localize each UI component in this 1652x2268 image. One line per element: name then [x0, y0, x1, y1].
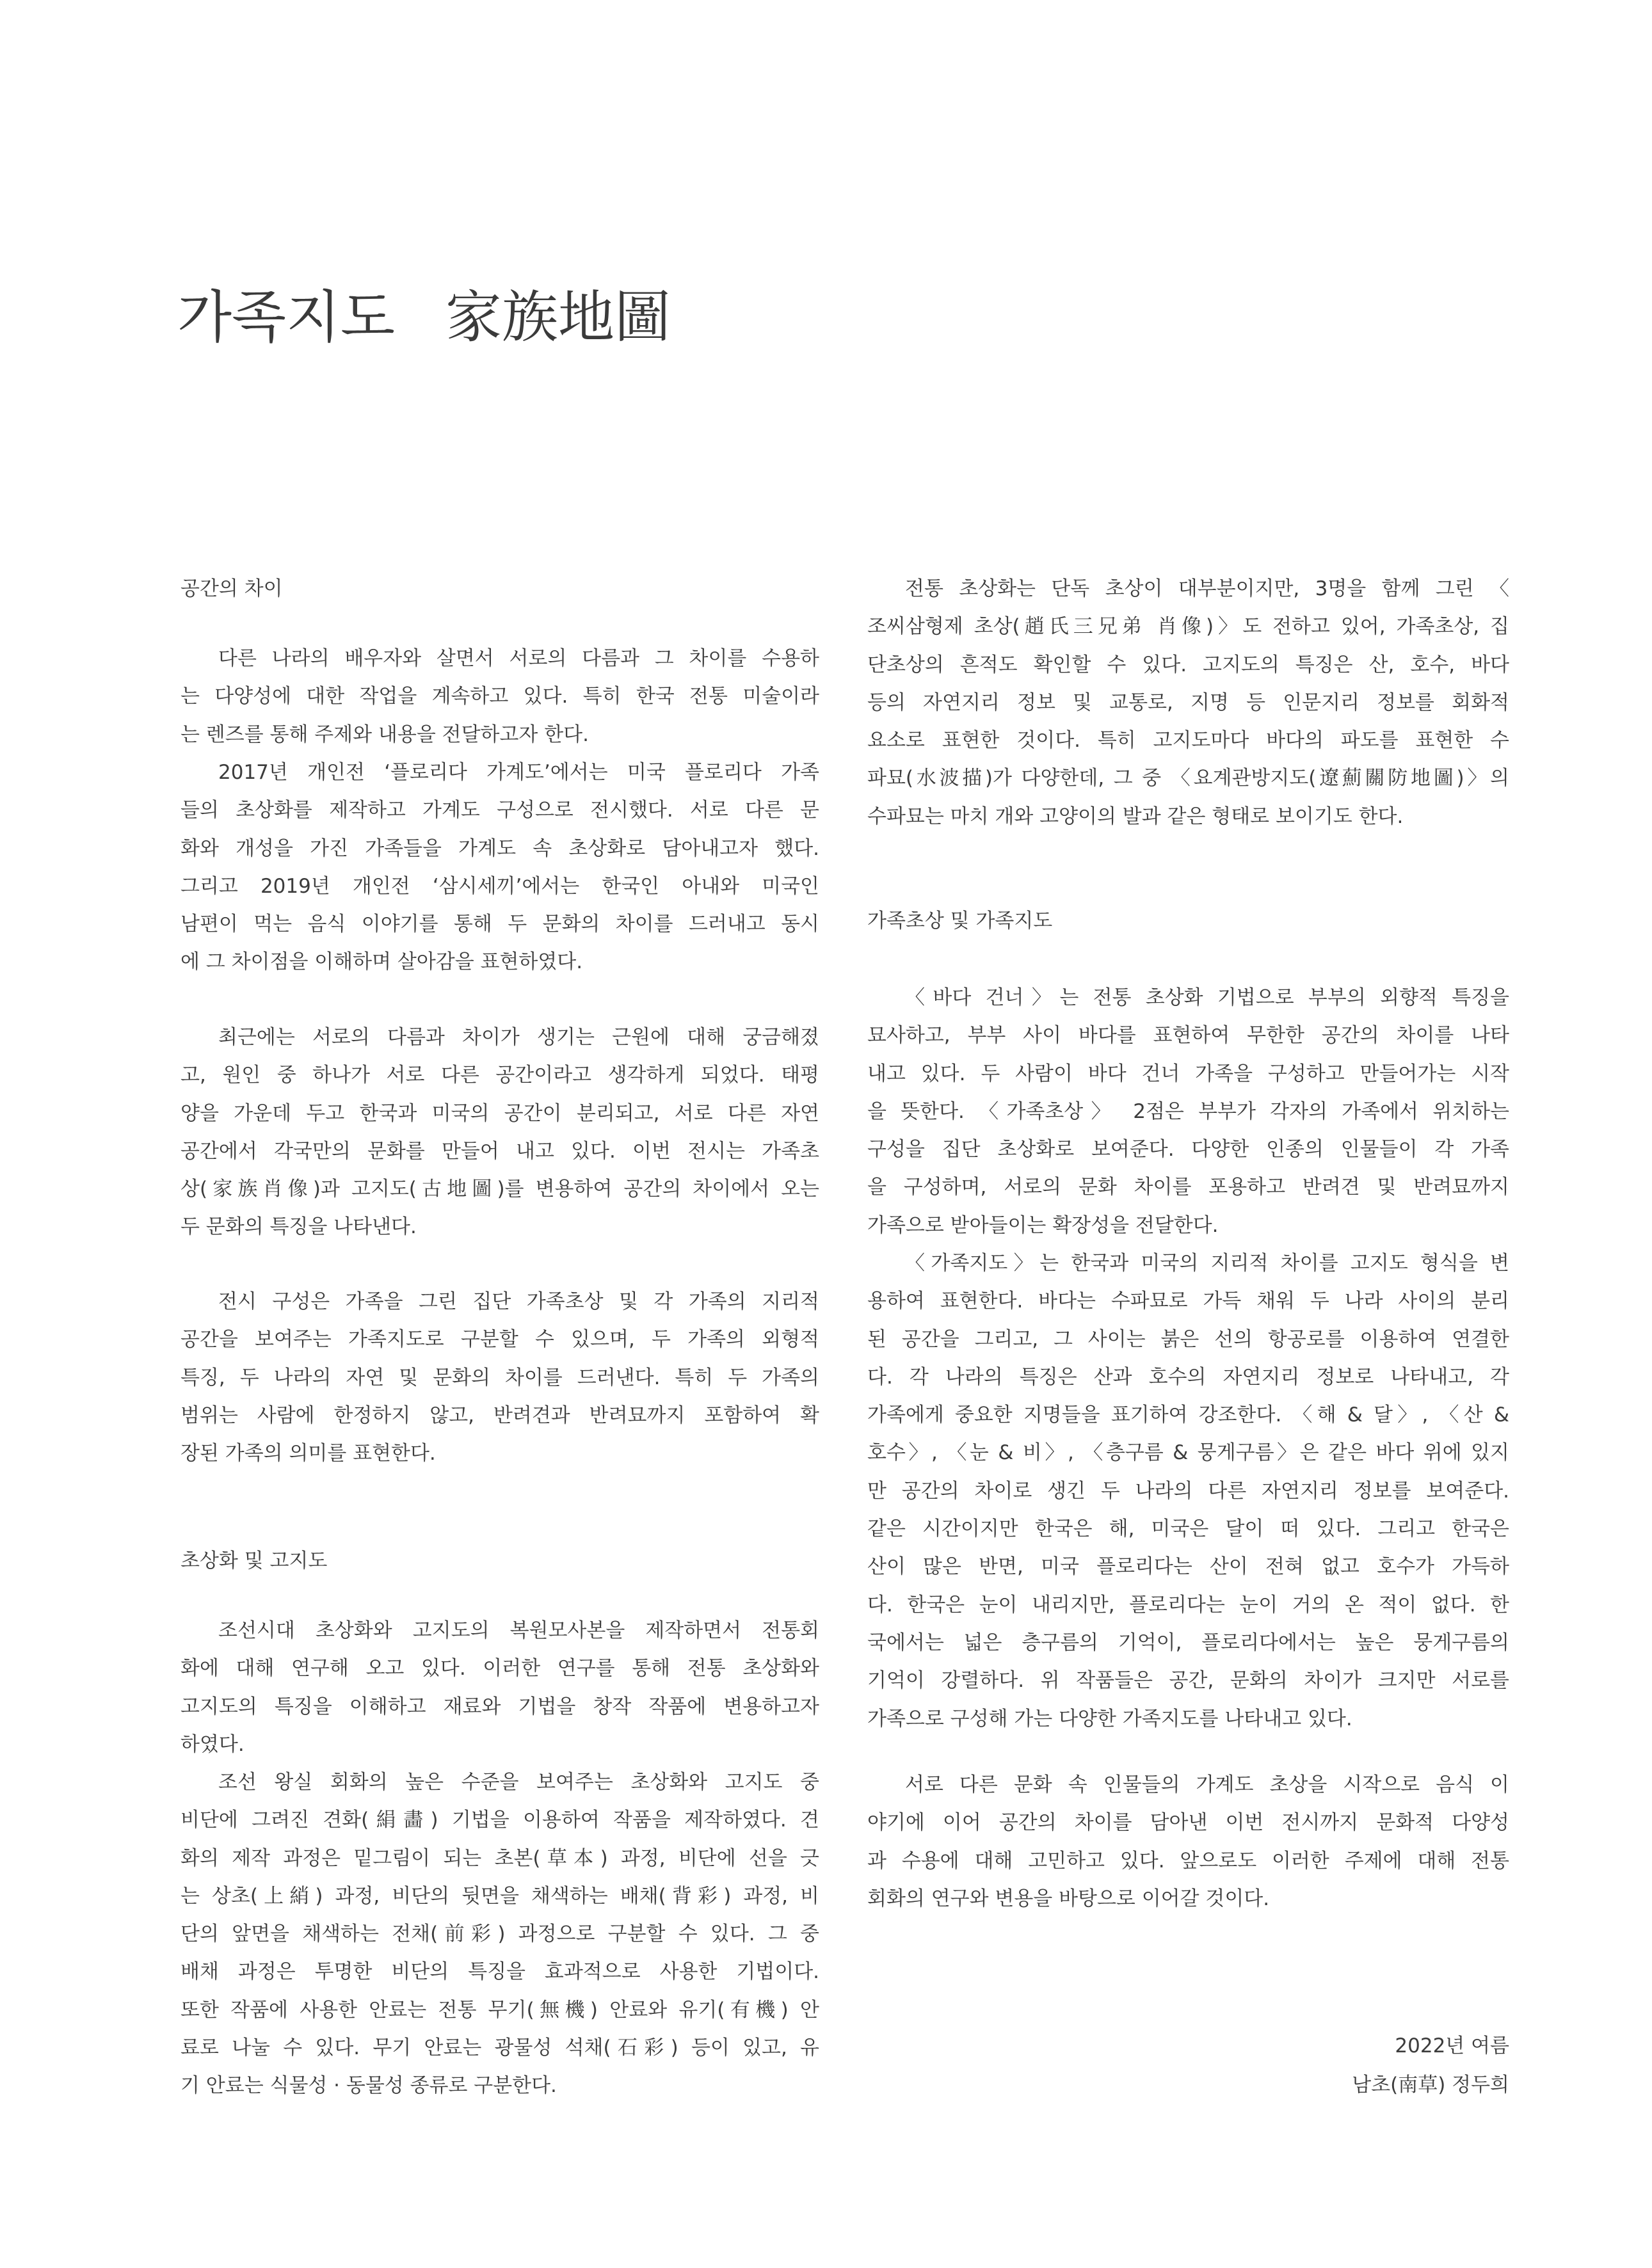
paragraph [180, 1283, 819, 1473]
text-line: 는 렌즈를 통해 주제와 내용을 전달하고자 한다. [180, 723, 589, 746]
text-line: 다. 각 나라의 특징은 산과 호수의 자연지리 정보로 나타내고, 각 [867, 1365, 1509, 1389]
text-line: 조선시대 초상화와 고지도의 복원모사본을 제작하면서 전통회 [218, 1619, 819, 1642]
text-line: 과 수용에 대해 고민하고 있다. 앞으로도 이러한 주제에 대해 전통 [867, 1849, 1509, 1873]
text-line: 배채 과정은 투명한 비단의 특징을 효과적으로 사용한 기법이다. [180, 1960, 819, 1984]
text-line: 용하여 표현한다. 바다는 수파묘로 가득 채워 두 나라 사이의 분리 [867, 1290, 1509, 1313]
text-line: 서로 다른 문화 속 인물들의 가계도 초상을 시작으로 음식 이 [905, 1773, 1509, 1796]
text-line: 공간을 보여주는 가족지도로 구분할 수 있으며, 두 가족의 외형적 [180, 1328, 819, 1352]
text-line: 가족으로 구성해 가는 다양한 가족지도를 나타내고 있다. [867, 1707, 1352, 1730]
signature-author: 남초(南草) 정두희 [1352, 2073, 1509, 2096]
text-line: 화의 제작 과정은 밑그림이 되는 초본(草本) 과정, 비단에 선을 긋 [180, 1846, 819, 1870]
paragraph [867, 979, 1509, 1245]
section-heading-family-portrait-and-map: 가족초상 및 가족지도 [867, 909, 1053, 932]
text-line: 호수〉, 〈눈 & 비〉, 〈층구름 & 뭉게구름〉은 같은 바다 위에 있지 [867, 1441, 1509, 1465]
text-line: 범위는 사람에 한정하지 않고, 반려견과 반려묘까지 포함하여 확 [180, 1403, 819, 1427]
text-line: 다. 한국은 눈이 내리지만, 플로리다는 눈이 거의 온 적이 없다. 한 [867, 1593, 1509, 1617]
text-line: 양을 가운데 두고 한국과 미국의 공간이 분리되고, 서로 다른 자연 [180, 1101, 819, 1125]
text-line: 고지도의 특징을 이해하고 재료와 기법을 창작 작품에 변용하고자 [180, 1695, 819, 1718]
section-heading-portrait-and-old-map: 초상화 및 고지도 [180, 1549, 328, 1572]
text-line: 하였다. [180, 1732, 245, 1756]
text-line: 두 문화의 특징을 나타낸다. [180, 1215, 417, 1239]
text-line: 요소로 표현한 것이다. 특히 고지도마다 바다의 파도를 표현한 수 [867, 729, 1509, 753]
text-line: 전통 초상화는 단독 초상이 대부분이지만, 3명을 함께 그린 〈 [905, 577, 1509, 600]
text-line: 최근에는 서로의 다름과 차이가 생기는 근원에 대해 궁금해졌 [218, 1026, 819, 1049]
text-line: 조씨삼형제 초상(趙氏三兄弟 肖像)〉도 전하고 있어, 가족초상, 집 [867, 615, 1509, 639]
text-line: 기억이 강렬하다. 위 작품들은 공간, 문화의 차이가 크지만 서로를 [867, 1669, 1509, 1693]
text-line: 상(家族肖像)과 고지도(古地圖)를 변용하여 공간의 차이에서 오는 [180, 1178, 819, 1201]
text-line: 그리고 2019년 개인전 ‘삼시세끼’에서는 한국인 아내와 미국인 [180, 874, 819, 898]
text-line: 특징, 두 나라의 자연 및 문화의 차이를 드러낸다. 특히 두 가족의 [180, 1366, 819, 1389]
page-title [177, 284, 753, 350]
text-line: 〈바다 건너〉는 전통 초상화 기법으로 부부의 외향적 특징을 [905, 986, 1509, 1009]
text-line: 화와 개성을 가진 가족들을 가계도 속 초상화로 담아내고자 했다. [180, 836, 819, 860]
paragraph [180, 640, 819, 754]
text-line: 을 뜻한다. 〈가족초상〉 2점은 부부가 각자의 가족에서 위치하는 [867, 1099, 1509, 1123]
text-line: 에 그 차이점을 이해하며 살아감을 표현하였다. [180, 950, 583, 974]
text-line: 산이 많은 반면, 미국 플로리다는 산이 전혀 없고 호수가 가득하 [867, 1555, 1509, 1579]
text-line: 파묘(水波描)가 다양한데, 그 중 〈요계관방지도(遼薊關防地圖)〉의 [867, 767, 1509, 790]
paragraph [180, 1612, 819, 1764]
text-line: 된 공간을 그리고, 그 사이는 붉은 선의 항공로를 이용하여 연결한 [867, 1327, 1509, 1351]
text-line: 2017년 개인전 ‘플로리다 가계도’에서는 미국 플로리다 가족 [218, 761, 819, 784]
paragraph [180, 1019, 819, 1247]
text-line: 는 다양성에 대한 작업을 계속하고 있다. 특히 한국 전통 미술이라 [180, 685, 819, 708]
text-line: 남편이 먹는 음식 이야기를 통해 두 문화의 차이를 드러내고 동시 [180, 913, 819, 936]
paragraph [180, 754, 819, 982]
paragraph [180, 1764, 819, 2105]
text-line: 〈가족지도〉는 한국과 미국의 지리적 차이를 고지도 형식을 변 [905, 1252, 1509, 1275]
text-line: 단의 앞면을 채색하는 전채(前彩) 과정으로 구분할 수 있다. 그 중 [180, 1922, 819, 1946]
text-line: 가족에게 중요한 지명들을 표기하여 강조한다. 〈해 & 달〉, 〈산 & [867, 1403, 1509, 1427]
text-line: 만 공간의 차이로 생긴 두 나라의 다른 자연지리 정보를 보여준다. [867, 1479, 1509, 1503]
text-line: 조선 왕실 회화의 높은 수준을 보여주는 초상화와 고지도 중 [218, 1771, 819, 1794]
text-line: 전시 구성은 가족을 그린 집단 가족초상 및 각 가족의 지리적 [218, 1290, 819, 1313]
text-line: 는 상초(上綃) 과정, 비단의 뒷면을 채색하는 배채(背彩) 과정, 비 [180, 1884, 819, 1908]
text-line: 야기에 이어 공간의 차이를 담아낸 이번 전시까지 문화적 다양성 [867, 1811, 1509, 1835]
text-line: 단초상의 흔적도 확인할 수 있다. 고지도의 특징은 산, 호수, 바다 [867, 653, 1509, 676]
title-hanja: 家族地圖 [445, 284, 671, 350]
text-line: 다른 나라의 배우자와 살면서 서로의 다름과 그 차이를 수용하 [218, 647, 819, 670]
text-line: 가족으로 받아들이는 확장성을 전달한다. [867, 1213, 1219, 1237]
section-heading-space-difference: 공간의 차이 [180, 577, 283, 600]
signature-date: 2022년 여름 [1395, 2034, 1509, 2057]
text-line: 비단에 그려진 견화(絹畵) 기법을 이용하여 작품을 제작하였다. 견 [180, 1809, 819, 1832]
text-line: 기 안료는 식물성 · 동물성 종류로 구분한다. [180, 2074, 557, 2098]
text-line: 내고 있다. 두 사람이 바다 건너 가족을 구성하고 만들어가는 시작 [867, 1062, 1509, 1085]
text-line: 국에서는 넓은 층구름의 기억이, 플로리다에서는 높은 뭉게구름의 [867, 1631, 1509, 1654]
text-line: 장된 가족의 의미를 표현한다. [180, 1442, 436, 1465]
text-line: 구성을 집단 초상화로 보여준다. 다양한 인종의 인물들이 각 가족 [867, 1138, 1509, 1162]
text-line: 회화의 연구와 변용을 바탕으로 이어갈 것이다. [867, 1887, 1270, 1910]
text-line: 고, 원인 중 하나가 서로 다른 공간이라고 생각하게 되었다. 태평 [180, 1064, 819, 1087]
paragraph [867, 1245, 1509, 1738]
text-line: 공간에서 각국만의 문화를 만들어 내고 있다. 이번 전시는 가족초 [180, 1139, 819, 1163]
text-line: 또한 작품에 사용한 안료는 전통 무기(無機) 안료와 유기(有機) 안 [180, 1998, 819, 2022]
text-line: 같은 시간이지만 한국은 해, 미국은 달이 떠 있다. 그리고 한국은 [867, 1517, 1509, 1541]
text-line: 들의 초상화를 제작하고 가계도 구성으로 전시했다. 서로 다른 문 [180, 799, 819, 822]
text-line: 등의 자연지리 정보 및 교통로, 지명 등 인문지리 정보를 회화적 [867, 691, 1509, 714]
paragraph [867, 1766, 1509, 1918]
signature [1352, 2027, 1509, 2105]
text-line: 묘사하고, 부부 사이 바다를 표현하여 무한한 공간의 차이를 나타 [867, 1024, 1509, 1048]
title-korean: 가족지도 [177, 284, 396, 350]
text-line: 화에 대해 연구해 오고 있다. 이러한 연구를 통해 전통 초상화와 [180, 1657, 819, 1681]
text-line: 을 구성하며, 서로의 문화 차이를 포용하고 반려견 및 반려묘까지 [867, 1176, 1509, 1199]
paragraph [867, 570, 1509, 836]
text-line: 료로 나눌 수 있다. 무기 안료는 광물성 석채(石彩) 등이 있고, 유 [180, 2036, 819, 2060]
text-line: 수파묘는 마치 개와 고양이의 발과 같은 형태로 보이기도 한다. [867, 804, 1404, 828]
